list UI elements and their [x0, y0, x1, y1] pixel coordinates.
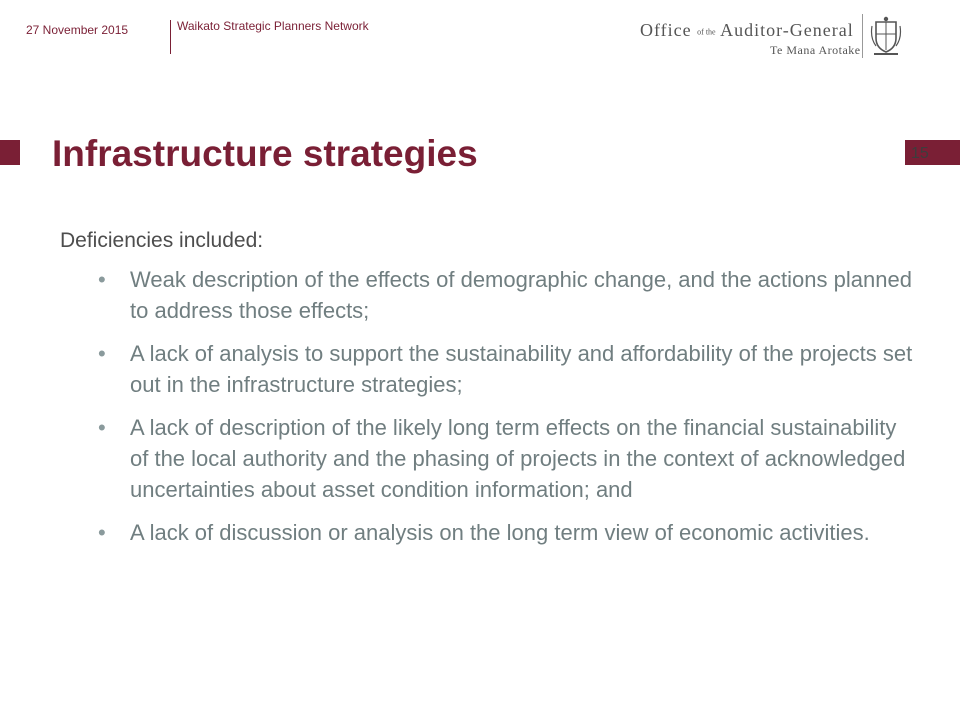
intro-text: Deficiencies included:: [60, 229, 264, 252]
list-item: [60, 517, 920, 548]
header-divider: [170, 20, 171, 54]
deficiency-list: [60, 264, 920, 548]
nz-coat-of-arms-icon: [870, 16, 902, 56]
slide-number-bar: [905, 140, 960, 165]
bullet-icon: •: [98, 520, 106, 545]
slide-content: [60, 226, 920, 560]
logo-office-text: Office: [640, 20, 692, 40]
office-of-auditor-general-logo: [640, 12, 930, 60]
list-item-text: A lack of analysis to support the sustainability and affordability of the projects set out in the infrastructure strategies;: [130, 341, 913, 397]
logo-subtitle: Te Mana Arotake: [770, 43, 861, 57]
list-item: [60, 412, 920, 505]
slide-number: 15: [911, 145, 929, 162]
list-item-text: A lack of discussion or analysis on the long term view of economic activities.: [130, 520, 870, 545]
header-event-name: Waikato Strategic Planners Network: [177, 19, 369, 33]
bullet-icon: •: [98, 267, 106, 292]
header-date: 27 November 2015: [26, 23, 129, 37]
bullet-icon: •: [98, 341, 106, 366]
list-item-text: A lack of description of the likely long term effects on the financial sustainability of the local authority and the phasing of projects in the context of acknowledged uncertainties about asset condition information; and: [130, 415, 906, 502]
list-item-text: Weak description of the effects of demographic change, and the actions planned to address those effects;: [130, 267, 912, 323]
bullet-icon: •: [98, 415, 106, 440]
logo-auditor-general-text: Auditor-General: [720, 20, 854, 40]
logo-wordmark: [640, 20, 854, 41]
slide-title: Infrastructure strategies: [52, 133, 478, 174]
list-item: [60, 338, 920, 400]
logo-of-the-text: of the: [697, 27, 716, 37]
logo-divider: [862, 14, 863, 58]
title-accent-marker: [0, 140, 20, 165]
list-item: [60, 264, 920, 326]
